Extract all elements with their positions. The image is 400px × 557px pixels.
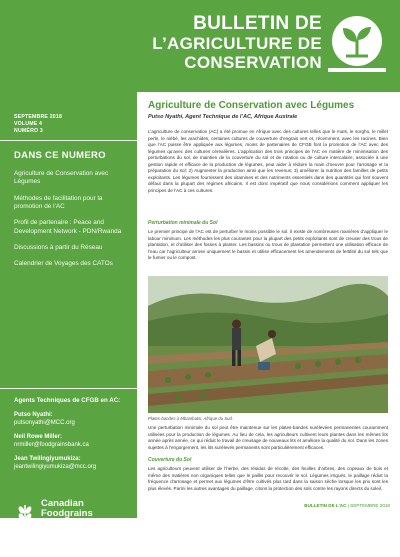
contents-heading: DANS CE NUMERO	[14, 150, 106, 161]
wheat-icon	[14, 503, 36, 527]
title-line-2: L’AGRICULTURE DE	[152, 34, 322, 53]
article-paragraph: Le premier principe de l’AC est de perturber le moins possible le sol. Il existe de nombreuses manières d’appliquer le labour minimum. Les méthodes les plus courantes pour la plupart des petits exploitants sont de creuser des trous de plantation, et d’utiliser des fosses à planter. Les bassins ou trous de plantation permettent une utilisation efficace de l’eau car l’agriculteur arrose uniquement le bassin et utilise efficacement les amendements de fertilité du sol tels que le fumier ou le compost.	[148, 229, 388, 261]
agent-name: Neil Rowe Miller:	[14, 434, 63, 441]
foodgrains-bank-logo	[14, 497, 129, 537]
org-name-line: Canadian	[41, 498, 84, 509]
agent-name: Putso Nyathi:	[14, 412, 53, 419]
org-tagline-line: A Christian Response	[41, 529, 83, 534]
website-link[interactable]: foodgrainsbank.ca	[14, 548, 86, 557]
agent-email[interactable]: putsonyathi@MCC.org	[14, 419, 75, 426]
article-paragraph: Les agriculteurs peuvent utiliser de l’herbe, des résidus de récolte, des feuilles d’arbres, des copeaux de bois et même des matières non organiques telles que le paillis pour recouvrir le sol. Légumes irrigués, le paillage réduit la fréquence d’arrosage et permet aux légumes d’être cultivés plus tard dans la saison sèche lorsque les prix sont les plus élevés. Parmi les autres avantages du paillage, citons la protection des sols contre les rayons directs du soleil,	[148, 466, 388, 491]
org-name	[41, 499, 93, 529]
article-header	[148, 100, 392, 120]
field-photo	[148, 276, 388, 413]
logo-underline	[328, 68, 386, 72]
agent-contact	[14, 456, 134, 471]
footer-publication: BULLETIN DE L’AC	[304, 503, 347, 508]
logo-circle	[332, 16, 382, 66]
agent-email[interactable]: nrmiller@foodgrainsbank.ca	[14, 441, 89, 448]
issue-volume: VOLUME 4	[14, 121, 43, 128]
agent-contact	[14, 434, 134, 449]
org-name-line: Bank	[41, 517, 65, 529]
page-footer	[148, 503, 390, 508]
agent-contact	[14, 412, 134, 427]
sprout-icon	[332, 16, 382, 66]
agent-email[interactable]: jeantwilingiyumukiza@mcc.org	[14, 463, 97, 470]
sidebar	[0, 92, 137, 557]
agent-name: Jean Twilingiyumukiza:	[14, 456, 81, 463]
sidebar-divider	[0, 388, 137, 389]
contents-item[interactable]: Agriculture de Conservation avec Légumes	[14, 170, 109, 186]
sidebar-divider	[0, 140, 137, 141]
footer-date: SEPTEMBRE 2018	[350, 503, 390, 508]
section-heading: Perturbation minimale du Sol	[148, 220, 218, 226]
newsletter-title	[102, 14, 322, 71]
contents-item[interactable]: Méthodes de facilitation pour la promotion de l’AC	[14, 194, 103, 210]
header-banner	[0, 0, 400, 92]
article-title: Agriculture de Conservation avec Légumes	[148, 100, 355, 111]
issue-number: NUMÉRO 3	[14, 128, 43, 135]
article-paragraph: Une perturbation minimale du sol peut être maintenue sur les plates-bandes surélevées permanentes couramment utilisées pour la production de légumes. Au lieu de cela, les agriculteurs cultivent leurs plantes dans les mêmes lits année après année, ce qui réduit le travail de creusage de nouveaux lits et améliore la qualité du sol. Dans les zones sujettes à l’engorgement, les lits surélevés permanents sont particulièrement efficaces.	[148, 425, 388, 450]
contents-item[interactable]: Calendrier de Voyages des CATOs	[14, 260, 113, 268]
issue-date: SEPTEMBRE 2018	[14, 114, 63, 120]
title-line-1: BULLETIN DE	[193, 13, 322, 34]
contents-item[interactable]: Discussions à partir du Réseau	[14, 243, 103, 251]
org-tagline	[41, 530, 82, 539]
article-paragraph: L’agriculture de conservation (AC) a été promue en Afrique avec des cultures telles que le maïs, le sorgho, le millet perle, le niébé, les arachides, certaines cultures de couverture d’engrais vert et, récemment, avec les racines. Bien que l’AC puisse être appliquée aux légumes, moins de partenaires de CFGB font la promotion de l’AC avec des légumes qu’avec des cultures céréalières. L’application des trois principes de l’AC en matière de minimisation des perturbations du sol, de maintien de la couverture du sol et de rotation ou de culture intercalaire, associée à une gestion rapide et efficace de la production de légumes, peut aider à réduire la main d’oeuvre pour l’arrosage et la préparation du sol; 2) Augmenter la production ainsi que les revenus; 3) améliorer la nutrition des familles de petits exploitants. Les légumes fournissent des vitamines et des nutriments essentiels dans des quantités qui font souvent défaut dans la plupart des régimes africains. Il est donc impératif que nous considérions comment appliquer les principes de l’AC à ces cultures.	[148, 129, 388, 193]
farm-plot-image	[148, 276, 388, 413]
contents-list	[14, 170, 126, 277]
conservation-logo	[328, 14, 386, 78]
article-byline: Putso Nyathi, Agent Technique de l’AC, Afrique Australe	[148, 114, 298, 120]
photo-caption: Plates-bandes à Mbambatsi, Afrique du Sud.	[148, 416, 234, 421]
agents-heading: Agents Techniques de CFGB en AC:	[14, 397, 121, 404]
contents-item[interactable]: Profil de partenaire : Peace and Development Network - PDN/Rwanda	[14, 219, 122, 235]
section-heading: Couverture du Sol	[148, 457, 192, 463]
org-name-line: Foodgrains	[41, 507, 93, 519]
issue-info	[14, 114, 62, 135]
title-line-3: CONSERVATION	[184, 53, 322, 72]
footer-separator: |	[347, 503, 351, 508]
agents-section	[14, 397, 134, 478]
org-tagline-line: to Hunger	[41, 533, 60, 539]
